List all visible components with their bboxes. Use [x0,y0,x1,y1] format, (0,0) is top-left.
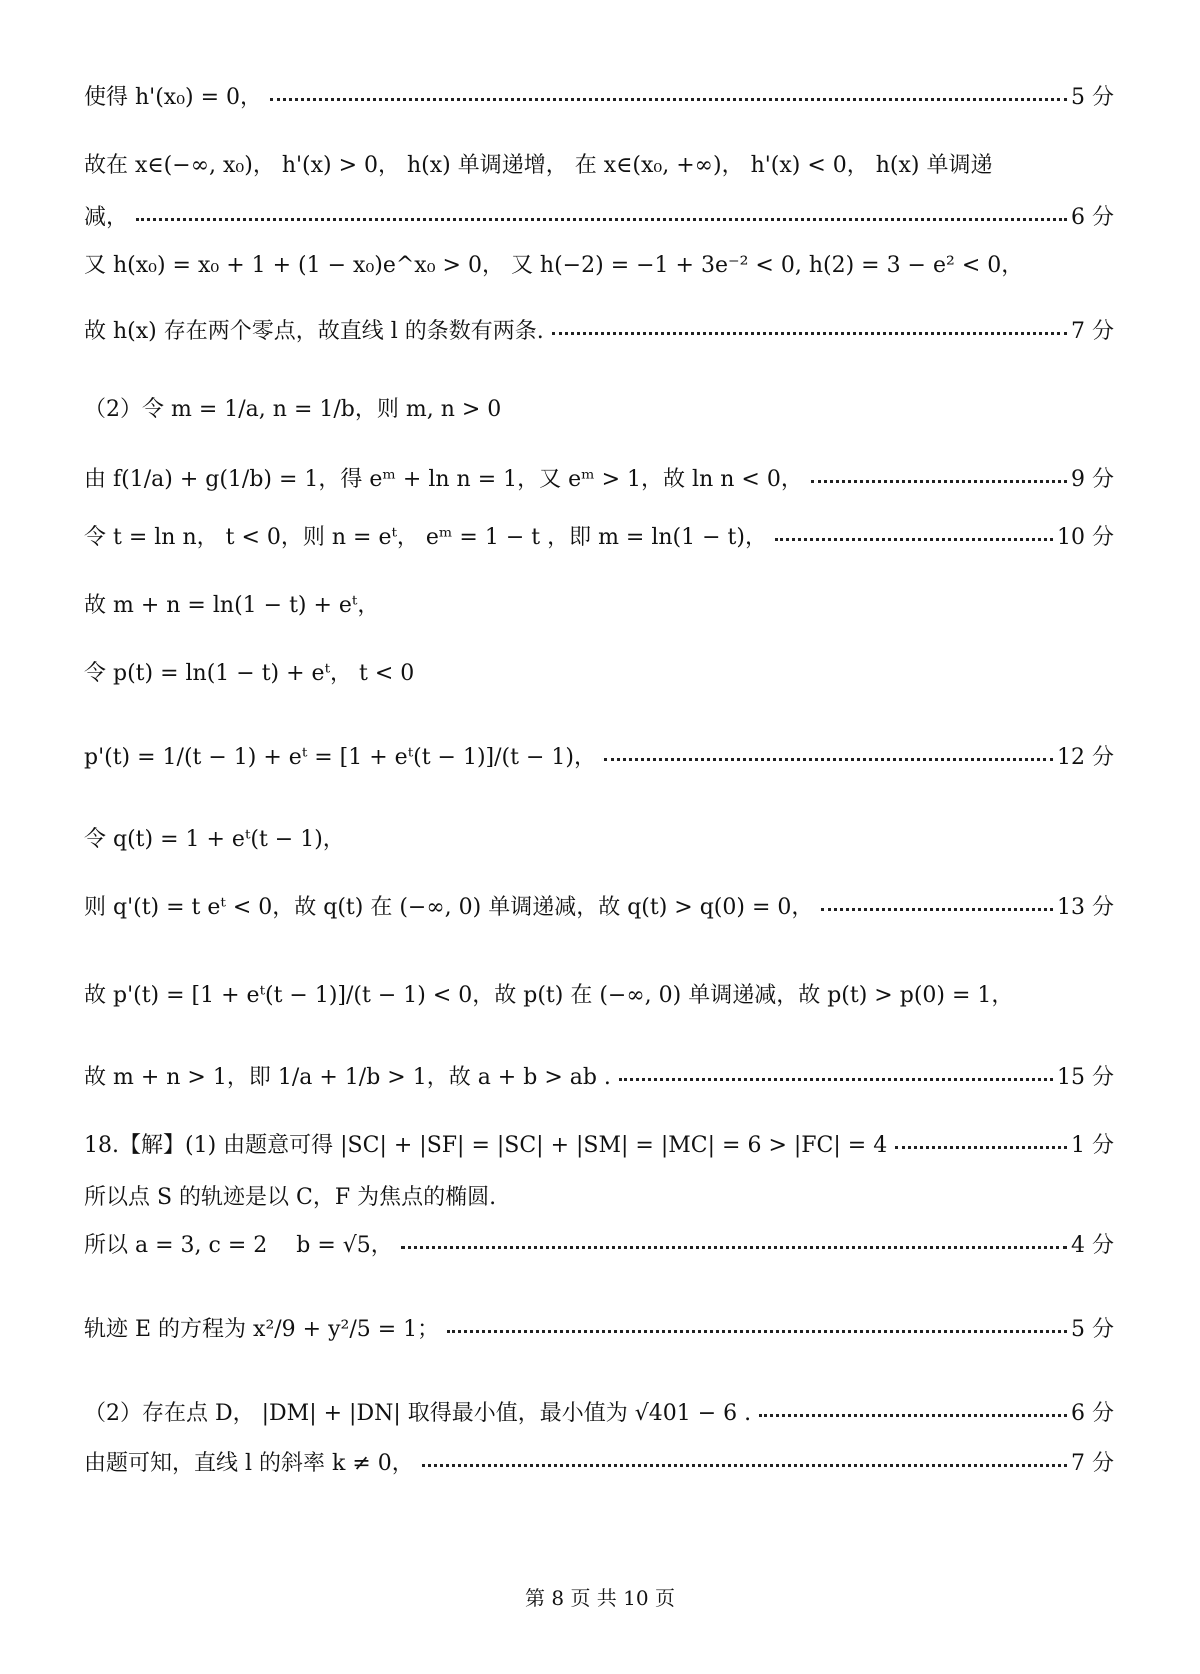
text-line: （2）令 m = 1/a, n = 1/b，则 m, n > 0 [84,397,502,422]
text-line: 所以 a = 3, c = 2 b = √5， 4 分 [84,1228,1114,1259]
text-line: 轨迹 E 的方程为 x²/9 + y²/5 = 1； 5 分 [84,1312,1114,1343]
text-line: 故 p'(t) = [1 + eᵗ(t − 1)]/(t − 1) < 0，故 p(t) 在 (−∞, 0) 单调递减，故 p(t) > p(0) = 1， [84,983,1014,1008]
dot-leader [895,1146,1067,1149]
dot-leader [401,1246,1067,1249]
text-line: 故 m + n > 1，即 1/a + 1/b > 1，故 a + b > ab . 15 分 [84,1060,1114,1091]
score: 10 分 [1057,525,1114,550]
text-line: 由 f(1/a) + g(1/b) = 1，得 eᵐ + ln n = 1，又 eᵐ > 1，故 ln n < 0， 9 分 [84,462,1114,493]
score: 9 分 [1071,467,1114,492]
text-line: 则 q'(t) = t eᵗ < 0，故 q(t) 在 (−∞, 0) 单调递减，故 q(t) > q(0) = 0， 13 分 [84,890,1114,921]
score: 1 分 [1071,1133,1114,1158]
dot-leader [447,1330,1067,1333]
page-footer: 第 8 页 共 10 页 [525,1586,675,1610]
text-line: 减， 6 分 [84,200,1114,231]
score: 5 分 [1071,1317,1114,1342]
score: 13 分 [1057,895,1114,920]
text-line: 故 m + n = ln(1 − t) + eᵗ， [84,593,380,618]
dot-leader [136,218,1067,221]
text-line: （2）存在点 D， |DM| + |DN| 取得最小值，最小值为 √401 − 6 . 6 分 [84,1396,1114,1427]
dot-leader [811,480,1067,483]
dot-leader [619,1078,1053,1081]
text-line: p'(t) = 1/(t − 1) + eᵗ = [1 + eᵗ(t − 1)]/(t − 1)， 12 分 [84,740,1114,771]
text-line: 令 t = ln n， t < 0，则 n = eᵗ， eᵐ = 1 − t ，即 m = ln(1 − t)， 10 分 [84,520,1114,551]
score: 12 分 [1057,745,1114,770]
dot-leader [604,758,1053,761]
text-line: 故在 x∈(−∞, x₀)， h'(x) > 0， h(x) 单调递增， 在 x∈(x₀, +∞)， h'(x) < 0， h(x) 单调递 [84,153,993,178]
dot-leader [775,538,1053,541]
score: 6 分 [1071,1401,1114,1426]
text-line: 又 h(x₀) = x₀ + 1 + (1 − x₀)e^x₀ > 0， 又 h(−2) = −1 + 3e⁻² < 0, h(2) = 3 − e² < 0， [84,253,1024,278]
score: 4 分 [1071,1233,1114,1258]
text-line: 由题可知，直线 l 的斜率 k ≠ 0， 7 分 [84,1446,1114,1477]
score: 7 分 [1071,319,1114,344]
score: 7 分 [1071,1451,1114,1476]
text-line: 令 p(t) = ln(1 − t) + eᵗ， t < 0 [84,661,415,686]
text-line: 所以点 S 的轨迹是以 C，F 为焦点的椭圆. [84,1185,497,1210]
score: 5 分 [1071,85,1114,110]
text-line: 令 q(t) = 1 + eᵗ(t − 1)， [84,827,345,852]
dot-leader [759,1414,1067,1417]
dot-leader [422,1464,1067,1467]
text-line: 18.【解】(1) 由题意可得 |SC| + |SF| = |SC| + |SM| = |MC| = 6 > |FC| = 4 1 分 [84,1128,1114,1159]
score: 15 分 [1057,1065,1114,1090]
text-line: 故 h(x) 存在两个零点，故直线 l 的条数有两条. 7 分 [84,314,1114,345]
text-line: 使得 h'(x₀) = 0， 5 分 [84,80,1114,111]
dot-leader [270,98,1067,101]
score: 6 分 [1071,205,1114,230]
dot-leader [552,332,1067,335]
dot-leader [821,908,1053,911]
